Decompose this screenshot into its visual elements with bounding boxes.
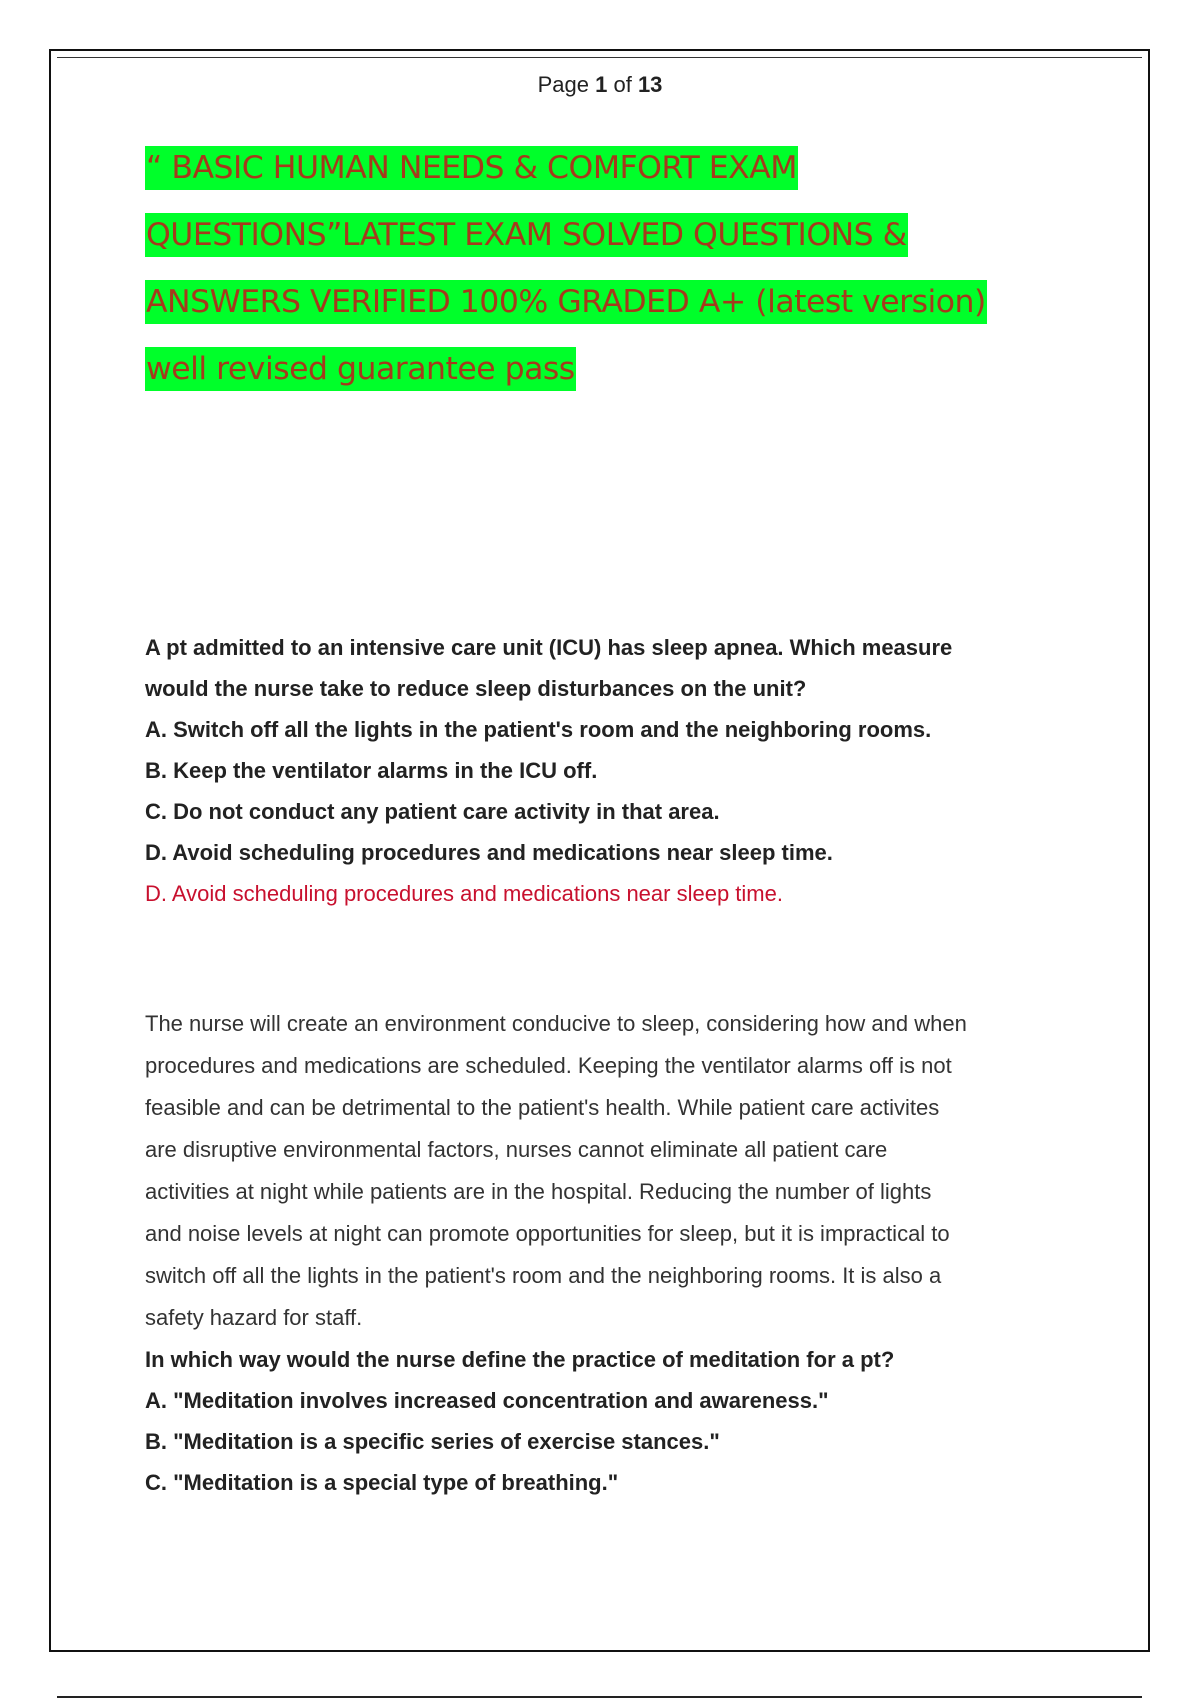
option-b: B. Keep the ventilator alarms in the ICU off. (145, 758, 598, 783)
rationale-line: activities at night while patients are in the hospital. Reducing the number of lights (145, 1179, 932, 1204)
rationale-line: safety hazard for staff. (145, 1305, 363, 1330)
question-2-option-c: C. "Meditation is a special type of breathing." (145, 1470, 619, 1495)
title-line (145, 146, 1045, 213)
title-line-text: QUESTIONS”LATEST EXAM SOLVED QUESTIONS & (145, 213, 908, 257)
title-line (145, 280, 1045, 347)
question-2-option-b: B. "Meditation is a specific series of exercise stances." (145, 1429, 720, 1454)
correct-answer: D. Avoid scheduling procedures and medications near sleep time. (145, 881, 783, 906)
title-line-text: “ BASIC HUMAN NEEDS & COMFORT EXAM (145, 146, 798, 190)
page-number-separator: of (613, 72, 632, 97)
rationale-line: The nurse will create an environment conducive to sleep, considering how and when (145, 1011, 967, 1036)
question-1 (145, 627, 1065, 914)
rationale-line: switch off all the lights in the patient's room and the neighboring rooms. It is also a (145, 1263, 942, 1288)
rationale-line: and noise levels at night can promote opportunities for sleep, but it is impractical to (145, 1221, 950, 1246)
question-stem-line: would the nurse take to reduce sleep disturbances on the unit? (145, 676, 807, 701)
question-2-stem: In which way would the nurse define the practice of meditation for a pt? (145, 1347, 895, 1372)
page-number-current: 1 (595, 72, 608, 97)
rationale-line: feasible and can be detrimental to the patient's health. While patient care activites (145, 1095, 940, 1120)
option-a: A. Switch off all the lights in the patient's room and the neighboring rooms. (145, 717, 932, 742)
header-rule (57, 57, 1142, 58)
page-number-total: 13 (637, 72, 663, 97)
rationale-line: procedures and medications are scheduled. Keeping the ventilator alarms off is not (145, 1053, 952, 1078)
page-number-prefix: Page (537, 72, 589, 97)
title-line (145, 347, 1045, 414)
question-stem-line: A pt admitted to an intensive care unit (ICU) has sleep apnea. Which measure (145, 635, 953, 660)
question-2-option-a: A. "Meditation involves increased concentration and awareness." (145, 1388, 829, 1413)
document-title (145, 146, 1045, 414)
rationale-line: are disruptive environmental factors, nurses cannot eliminate all patient care (145, 1137, 888, 1162)
rationale (145, 1003, 1065, 1503)
option-c: C. Do not conduct any patient care activity in that area. (145, 799, 720, 824)
title-line (145, 213, 1045, 280)
footer-rule (57, 1696, 1142, 1698)
title-line-text: ANSWERS VERIFIED 100% GRADED A+ (latest version) (145, 280, 987, 324)
option-d: D. Avoid scheduling procedures and medications near sleep time. (145, 840, 833, 865)
title-line-text: well revised guarantee pass (145, 347, 576, 391)
page-number (0, 72, 1200, 98)
